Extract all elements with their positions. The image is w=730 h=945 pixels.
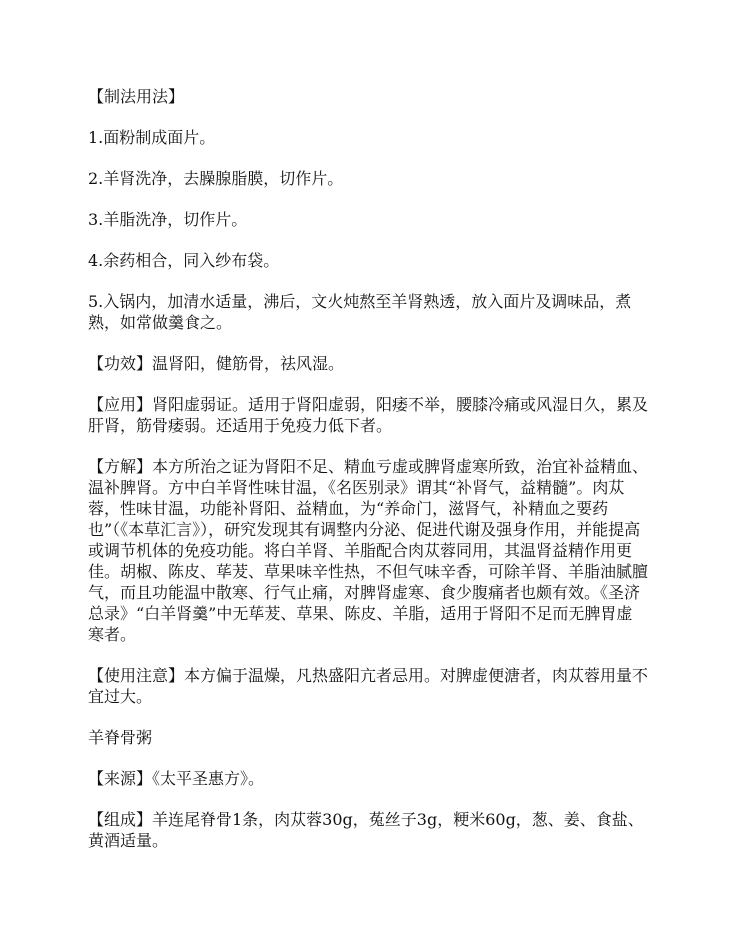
step-2: 2.羊肾洗净，去臊腺脂膜，切作片。 (88, 169, 344, 188)
recipe-title: 羊脊骨粥 (88, 728, 153, 747)
section-heading-preparation: 【制法用法】 (88, 87, 185, 106)
source-paragraph: 【来源】《太平圣惠方》。 (88, 769, 265, 788)
step-4: 4.余药相合，同入纱布袋。 (88, 251, 280, 270)
precautions-paragraph: 【使用注意】本方偏于温燥，凡热盛阳亢者忌用。对脾虚便溏者，肉苁蓉用量不宜过大。 (88, 666, 649, 706)
application-paragraph: 【应用】肾阳虚弱证。适用于肾阳虚弱，阳痿不举，腰膝冷痛或风湿日久，累及肝肾，筋骨痿弱。还适用于免疫力低下者。 (88, 395, 649, 435)
composition-paragraph: 【组成】羊连尾脊骨1条，肉苁蓉30g，菟丝子3g，粳米60g，葱、姜、食盐、黄酒适量。 (88, 810, 644, 850)
step-3: 3.羊脂洗净，切作片。 (88, 210, 248, 229)
formula-explanation-paragraph: 【方解】本方所治之证为肾阳不足、精血亏虚或脾肾虚寒所致，治宜补益精血、温补脾肾。方中白羊肾性味甘温，《名医别录》谓其“补肾气，益精髓”。肉苁蓉，性味甘温，功能补肾阳、益精血，为“养命门，滋肾气，补精血之要药也”（《本草汇言》），研究发现其有调整内分泌、促进代谢及强身作用，并能提高或调节机体的免疫功能。将白羊肾、羊脂配合肉苁蓉同用，其温肾益精作用更佳。胡椒、陈皮、荜茇、草果味辛性热，不但气味辛香，可除羊肾、羊脂油腻膻气，而且功能温中散寒、行气止痛，对脾肾虚寒、食少腹痛者也颇有效。《圣济总录》“白羊肾羹”中无荜茇、草果、陈皮、羊脂，适用于肾阳不足而无脾胃虚寒者。 (88, 457, 649, 644)
document-page (88, 86, 648, 871)
step-1: 1.面粉制成面片。 (88, 128, 216, 147)
efficacy-paragraph: 【功效】温肾阳，健筋骨，祛风湿。 (88, 354, 345, 373)
step-5: 5.入锅内，加清水适量，沸后，文火炖熬至羊肾熟透，放入面片及调味品，煮熟，如常做羹食之。 (88, 292, 632, 332)
